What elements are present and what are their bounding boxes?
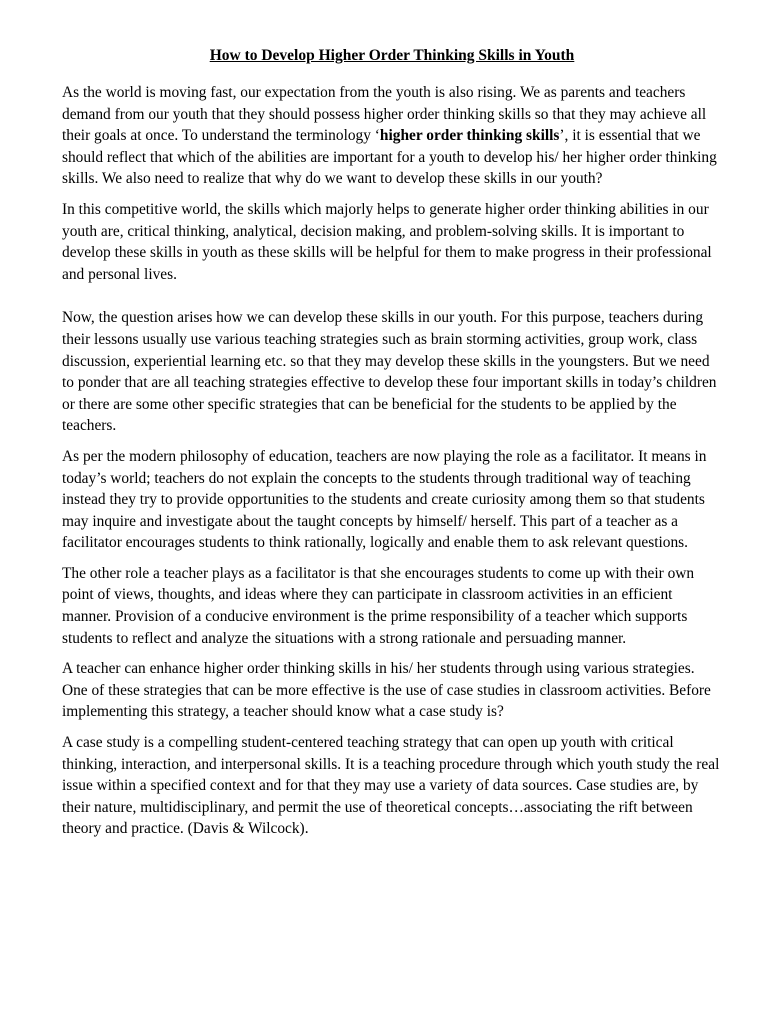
paragraph-case-study-definition: A case study is a compelling student-centered teaching strategy that can open up youth with critical thinking, interaction, and interpersonal skills. It is a teaching procedure through which youth study the real issue within a specified context and for that they may use a variety of data sources. Case studies are, by their nature, multidisciplinary, and permit the use of theoretical concepts…associating the rift between theory and practice. (Davis & Wilcock). [62,734,720,838]
paragraph-competitive-world: In this competitive world, the skills which majorly helps to generate higher order thinking abilities in our youth are, critical thinking, analytical, decision making, and problem-solving skills. It is important to develop these skills in youth as these skills will be helpful for them to make progress in their professional and personal lives. [62,200,712,283]
document-title: How to Develop Higher Order Thinking Skills in Youth [209,47,575,64]
bold-term-higher-order-thinking-skills: higher order thinking skills [379,127,560,145]
paragraph-case-study-intro: A teacher can enhance higher order thinking skills in his/ her students through using various strategies. One of these strategies that can be more effective is the use of case studies in classroom activities. Before implementing this strategy, a teacher should know what a case study is? [62,660,711,721]
paragraph-intro-text-after: ’, it is essential that we should reflect that which of the abilities are important for a youth to develop his/ her higher order thinking skills. We also need to realize that why do we want to develop these skills in our youth? [62,127,717,188]
paragraph-intro [62,82,722,190]
paragraph-facilitator-role: As per the modern philosophy of education, teachers are now playing the role as a facilitator. It means in today’s world; teachers do not explain the concepts to the students through traditional way of teaching instead they try to provide opportunities to the students and create curiosity among them so that students may inquire and investigate about the taught concepts by himself/ herself. This part of a teacher as a facilitator encourages students to think rationally, logically and enable them to ask relevant questions. [62,447,707,552]
paragraph-intro-text-before: As the world is moving fast, our expectation from the youth is also rising. We as parents and teachers demand from our youth that they should possess higher order thinking skills so that they may achieve all their goals at once. To understand the terminology ‘ [62,84,707,145]
document-page [62,46,722,849]
paragraph-facilitator-other-role: The other role a teacher plays as a facilitator is that she encourages students to come up with their own point of views, thoughts, and ideas where they can participate in classroom activities in an efficient manner. Provision of a conducive environment is the prime responsibility of a teacher which supports students to reflect and analyze the situations with a strong rationale and persuading manner. [62,564,695,647]
paragraph-teaching-strategies: Now, the question arises how we can develop these skills in our youth. For this purpose, teachers during their lessons usually use various teaching strategies such as brain storming activities, group work, class discussion, experiential learning etc. so that they may develop these skills in the youngsters. But we need to ponder that are all teaching strategies effective to develop these four important skills in today’s children or there are some other specific strategies that can be beneficial for the students to be applied by the teachers. [62,309,717,435]
